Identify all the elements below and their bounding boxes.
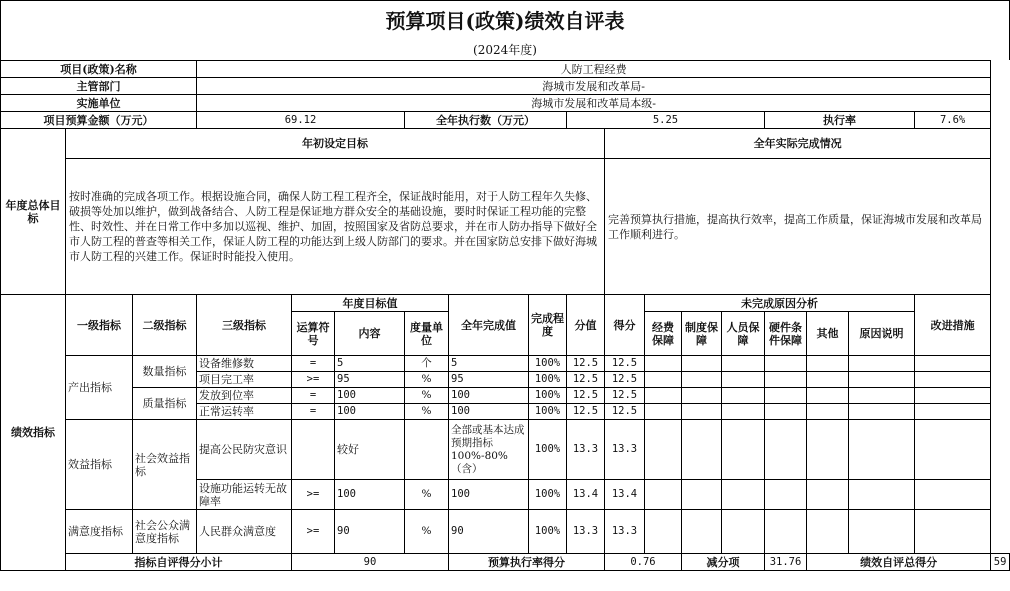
h-score-value: 分值 bbox=[567, 295, 605, 356]
budget-label: 项目预算金额（万元） bbox=[1, 112, 197, 129]
indicator-content: 95 bbox=[335, 372, 405, 388]
indicator-content: 100 bbox=[335, 404, 405, 420]
indicator-degree: 100% bbox=[529, 510, 567, 554]
indicator-degree: 100% bbox=[529, 356, 567, 372]
l1-output: 产出指标 bbox=[66, 356, 133, 420]
indicator-name: 提高公民防灾意识 bbox=[197, 420, 292, 480]
h-target-group: 年度目标值 bbox=[292, 295, 449, 312]
goals-label: 年度总体目标 bbox=[1, 129, 66, 295]
budget-score-value: 0.76 bbox=[605, 554, 682, 571]
indicator-degree: 100% bbox=[529, 420, 567, 480]
indicator-unit: % bbox=[405, 372, 449, 388]
page-year: (2024年度) bbox=[0, 40, 1010, 60]
exec-value: 5.25 bbox=[567, 112, 765, 129]
indicator-actual: 95 bbox=[449, 372, 529, 388]
l1-satisfaction: 满意度指标 bbox=[66, 510, 133, 554]
l2-social: 社会效益指标 bbox=[133, 420, 197, 510]
indicator-op bbox=[292, 420, 335, 480]
table-row bbox=[1, 388, 1010, 404]
table-row bbox=[1, 510, 1010, 554]
indicator-actual: 100 bbox=[449, 404, 529, 420]
l1-benefit: 效益指标 bbox=[66, 420, 133, 510]
indicator-score: 12.5 bbox=[605, 404, 645, 420]
total-value: 59 bbox=[991, 554, 1010, 571]
total-label: 绩效自评总得分 bbox=[807, 554, 991, 571]
h-level3: 三级指标 bbox=[197, 295, 292, 356]
l2-public: 社会公众满意度指标 bbox=[133, 510, 197, 554]
h-system: 制度保障 bbox=[682, 312, 722, 356]
exec-label: 全年执行数（万元） bbox=[405, 112, 567, 129]
indicator-content: 5 bbox=[335, 356, 405, 372]
indicator-degree: 100% bbox=[529, 480, 567, 510]
indicator-actual: 100 bbox=[449, 388, 529, 404]
indicator-actual: 90 bbox=[449, 510, 529, 554]
deduct-label: 减分项 bbox=[682, 554, 765, 571]
indicator-value: 13.4 bbox=[567, 480, 605, 510]
indicator-actual: 全部或基本达成预期指标100%-80%（含） bbox=[449, 420, 529, 480]
indicator-name: 项目完工率 bbox=[197, 372, 292, 388]
subtotal-label: 指标自评得分小计 bbox=[66, 554, 292, 571]
indicator-name: 设施功能运转无故障率 bbox=[197, 480, 292, 510]
indicator-unit: % bbox=[405, 388, 449, 404]
table-row bbox=[1, 356, 1010, 372]
indicator-value: 13.3 bbox=[567, 510, 605, 554]
indicator-op: = bbox=[292, 388, 335, 404]
rate-label: 执行率 bbox=[765, 112, 915, 129]
indicator-score: 13.3 bbox=[605, 420, 645, 480]
indicator-value: 12.5 bbox=[567, 404, 605, 420]
page-title: 预算项目(政策)绩效自评表 bbox=[0, 0, 1010, 40]
h-other: 其他 bbox=[807, 312, 849, 356]
indicator-degree: 100% bbox=[529, 404, 567, 420]
table-row bbox=[1, 420, 1010, 480]
h-reason: 原因说明 bbox=[849, 312, 915, 356]
h-op: 运算符号 bbox=[292, 312, 335, 356]
h-staff: 人员保障 bbox=[722, 312, 765, 356]
h-unit: 度量单位 bbox=[405, 312, 449, 356]
h-hardware: 硬件条件保障 bbox=[765, 312, 807, 356]
indicator-actual: 5 bbox=[449, 356, 529, 372]
indicator-op: >= bbox=[292, 372, 335, 388]
indicator-value: 12.5 bbox=[567, 388, 605, 404]
indicator-score: 12.5 bbox=[605, 388, 645, 404]
deduct-value: 31.76 bbox=[765, 554, 807, 571]
l2-quality: 质量指标 bbox=[133, 388, 197, 420]
indicator-content: 较好 bbox=[335, 420, 405, 480]
h-level2: 二级指标 bbox=[133, 295, 197, 356]
indicator-unit: 个 bbox=[405, 356, 449, 372]
indicator-score: 12.5 bbox=[605, 372, 645, 388]
budget-score-label: 预算执行率得分 bbox=[449, 554, 605, 571]
indicator-content: 100 bbox=[335, 480, 405, 510]
indicator-value: 12.5 bbox=[567, 356, 605, 372]
budget-value: 69.12 bbox=[197, 112, 405, 129]
dept: 海城市发展和改革局- bbox=[197, 78, 991, 95]
h-score: 得分 bbox=[605, 295, 645, 356]
l2-quantity: 数量指标 bbox=[133, 356, 197, 388]
unit: 海城市发展和改革局本级- bbox=[197, 95, 991, 112]
project-name-label: 项目(政策)名称 bbox=[1, 61, 197, 78]
indicator-score: 13.4 bbox=[605, 480, 645, 510]
initial-goal-header: 年初设定目标 bbox=[66, 129, 605, 159]
indicator-content: 90 bbox=[335, 510, 405, 554]
actual-goal-text: 完善预算执行措施，提高执行效率，提高工作质量，保证海城市发展和改革局工作顺利进行。 bbox=[605, 159, 991, 295]
indicator-content: 100 bbox=[335, 388, 405, 404]
indicator-score: 12.5 bbox=[605, 356, 645, 372]
indicator-name: 设备维修数 bbox=[197, 356, 292, 372]
h-improve: 改进措施 bbox=[915, 295, 991, 356]
perf-label: 绩效指标 bbox=[1, 295, 66, 571]
h-content: 内容 bbox=[335, 312, 405, 356]
project-name: 人防工程经费 bbox=[197, 61, 991, 78]
h-funding: 经费保障 bbox=[645, 312, 682, 356]
indicator-name: 正常运转率 bbox=[197, 404, 292, 420]
indicator-unit: % bbox=[405, 510, 449, 554]
actual-goal-header: 全年实际完成情况 bbox=[605, 129, 991, 159]
unit-label: 实施单位 bbox=[1, 95, 197, 112]
dept-label: 主管部门 bbox=[1, 78, 197, 95]
indicator-name: 人民群众满意度 bbox=[197, 510, 292, 554]
subtotal-value: 90 bbox=[292, 554, 449, 571]
h-reason-group: 未完成原因分析 bbox=[645, 295, 915, 312]
h-degree: 完成程度 bbox=[529, 295, 567, 356]
h-actual: 全年完成值 bbox=[449, 295, 529, 356]
indicator-op: = bbox=[292, 404, 335, 420]
initial-goal-text: 按时准确的完成各项工作。根据设施合同，确保人防工程工程齐全，保证战时能用，对于人防工程年久失修、破损等处加以维护，做到战备结合、人防工程是保证地方群众安全的基础设施，要时时保证工程功能的完整性、时效性、并在日常工作中多加以巡视、维护、加固，按照国家及省防总要求，并在市人防办指导下做好全市人防工程的普查等相关工作，保证人防工程的功能达到上级人防部门的要求。并在国家防总安排下做好海城市人防工程的兴建工作。保证时时能投入使用。 bbox=[66, 159, 605, 295]
indicator-degree: 100% bbox=[529, 388, 567, 404]
indicator-value: 13.3 bbox=[567, 420, 605, 480]
indicator-degree: 100% bbox=[529, 372, 567, 388]
indicator-op: = bbox=[292, 356, 335, 372]
indicator-value: 12.5 bbox=[567, 372, 605, 388]
rate-value: 7.6% bbox=[915, 112, 991, 129]
indicator-name: 发放到位率 bbox=[197, 388, 292, 404]
indicator-unit bbox=[405, 420, 449, 480]
evaluation-table bbox=[0, 60, 1010, 571]
indicator-unit: % bbox=[405, 480, 449, 510]
indicator-actual: 100 bbox=[449, 480, 529, 510]
indicator-op: >= bbox=[292, 510, 335, 554]
indicator-unit: % bbox=[405, 404, 449, 420]
h-level1: 一级指标 bbox=[66, 295, 133, 356]
indicator-op: >= bbox=[292, 480, 335, 510]
indicator-score: 13.3 bbox=[605, 510, 645, 554]
